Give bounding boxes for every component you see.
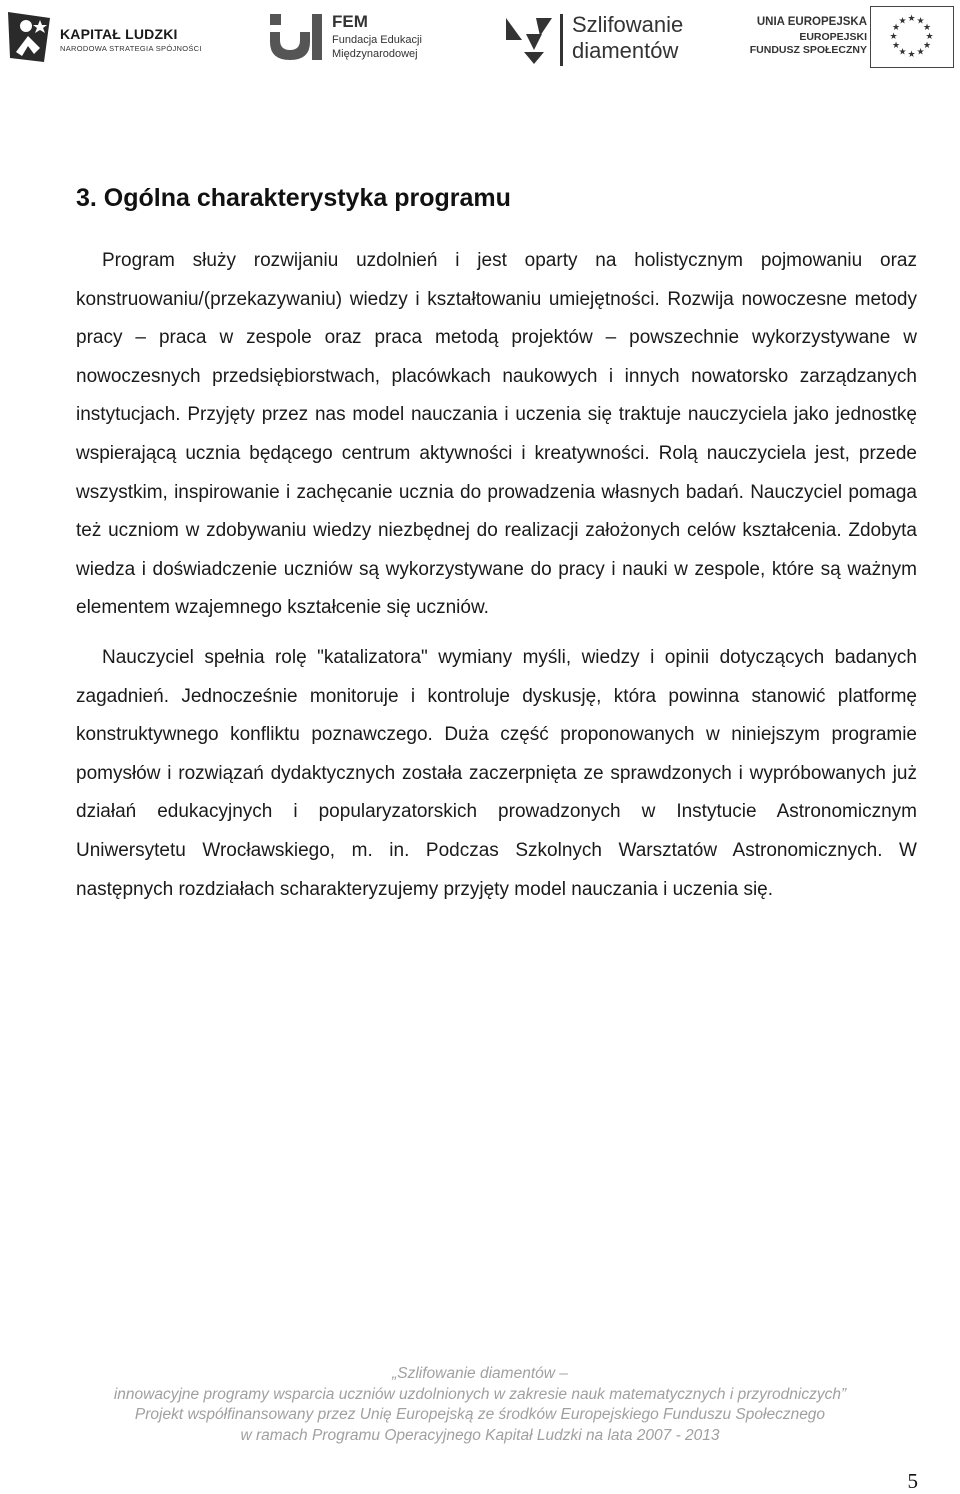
page-header bbox=[0, 0, 960, 75]
paragraph-2: Nauczyciel spełnia rolę "katalizatora" wymiany myśli, wiedzy i opinii dotyczących badanych zagadnień. Jednocześnie monitoruje i kontroluje dyskusję, która powinna stanowić platformę konstruktywnego konfliktu poznawczego. Duża część proponowanych w niniejszym programie pomysłów i rozwiązań dydaktycznych została zaczerpnięta ze sprawdzonych i wypróbowanych już działań edukacyjnych i popularyzatorskich prowadzonych w Instytucie Astronomicznym Uniwersytetu Wrocławskiego, m. in. Podczas Szkolnych Warsztatów Astronomicznych. W następnych rozdziałach scharakteryzujemy przyjęty model nauczania i uczenia się. bbox=[76, 646, 917, 900]
svg-text:★: ★ bbox=[925, 32, 934, 42]
fundusz-spoleczny-text: FUNDUSZ SPOŁECZNY bbox=[749, 44, 867, 56]
fem-subtitle-line1: Fundacja Edukacji bbox=[332, 34, 422, 46]
fem-subtitle-line2: Międzynarodowej bbox=[332, 48, 418, 60]
footer-line-4: w ramach Programu Operacyjnego Kapitał Ludzki na lata 2007 - 2013 bbox=[240, 1426, 720, 1444]
kapital-ludzki-logo bbox=[4, 6, 214, 68]
svg-text:★: ★ bbox=[907, 14, 916, 24]
diamond-emblem-icon bbox=[502, 12, 566, 68]
szlifowanie-text: Szlifowanie bbox=[572, 12, 684, 37]
page-number: 5 bbox=[907, 1469, 918, 1493]
kapital-ludzki-emblem-icon bbox=[4, 8, 54, 66]
main-content bbox=[76, 178, 917, 909]
eu-stars-icon bbox=[871, 7, 952, 66]
svg-text:★: ★ bbox=[898, 16, 907, 27]
svg-text:★: ★ bbox=[916, 16, 925, 27]
svg-text:★: ★ bbox=[907, 50, 916, 60]
page-footer bbox=[0, 1364, 960, 1446]
fem-name: FEM bbox=[332, 12, 368, 31]
fem-logo bbox=[268, 6, 448, 68]
europejski-text: EUROPEJSKI bbox=[799, 31, 867, 43]
diamentow-text: diamentów bbox=[572, 38, 679, 63]
footer-line-3: Projekt współfinansowany przez Unię Europejską ze środków Europejskiego Funduszu Społecznego bbox=[134, 1406, 826, 1423]
svg-text:★: ★ bbox=[922, 23, 932, 33]
section-title: 3. Ogólna charakterystyka programu bbox=[76, 184, 511, 212]
kapital-ludzki-subtitle: NARODOWA STRATEGIA SPÓJNOŚCI bbox=[60, 44, 202, 53]
unia-europejska-text: UNIA EUROPEJSKA bbox=[756, 16, 867, 28]
svg-text:★: ★ bbox=[889, 32, 898, 42]
szlifowanie-diamentow-logo bbox=[502, 6, 712, 68]
eu-flag-icon bbox=[870, 6, 954, 68]
svg-text:★: ★ bbox=[916, 47, 925, 58]
svg-text:★: ★ bbox=[891, 23, 901, 33]
svg-text:★: ★ bbox=[891, 41, 901, 51]
svg-text:★: ★ bbox=[922, 41, 932, 51]
unia-europejska-logo bbox=[735, 6, 957, 68]
svg-text:★: ★ bbox=[898, 47, 907, 58]
paragraph-1: Program służy rozwijaniu uzdolnień i jest oparty na holistycznym pojmowaniu oraz konstruowaniu/(przekazywaniu) wiedzy i kształtowaniu umiejętności. Rozwija nowoczesne metody pracy – praca w zespole oraz praca metodą projektów – powszechnie wykorzystywane w nowoczesnych przedsiębiorstwach, placówkach naukowych i innych nowatorsko zarządzanych instytucjach. Przyjęty przez nas model nauczania i uczenia się traktuje nauczyciela jako jednostkę wspierającą ucznia będącego centrum aktywności i kreatywności. Rolą nauczyciela jest, przede wszystkim, inspirowanie i zachęcanie ucznia do prowadzenia własnych badań. Nauczyciel pomaga też uczniom w zdobywaniu wiedzy niezbędnej do realizacji założonych celów kształcenia. Zdobyta wiedza i doświadczenie uczniów są wykorzystywane do pracy i nauki w zespole, które są ważnym elementem wzajemnego kształcenie się uczniów. bbox=[76, 250, 917, 619]
fem-emblem-icon bbox=[268, 10, 326, 62]
footer-line-1: „Szlifowanie diamentów – bbox=[392, 1365, 568, 1382]
footer-line-2: innowacyjne programy wsparcia uczniów uzdolnionych w zakresie nauk matematycznych i przyrodniczych” bbox=[113, 1385, 847, 1403]
kapital-ludzki-name: KAPITAŁ LUDZKI bbox=[60, 26, 178, 42]
